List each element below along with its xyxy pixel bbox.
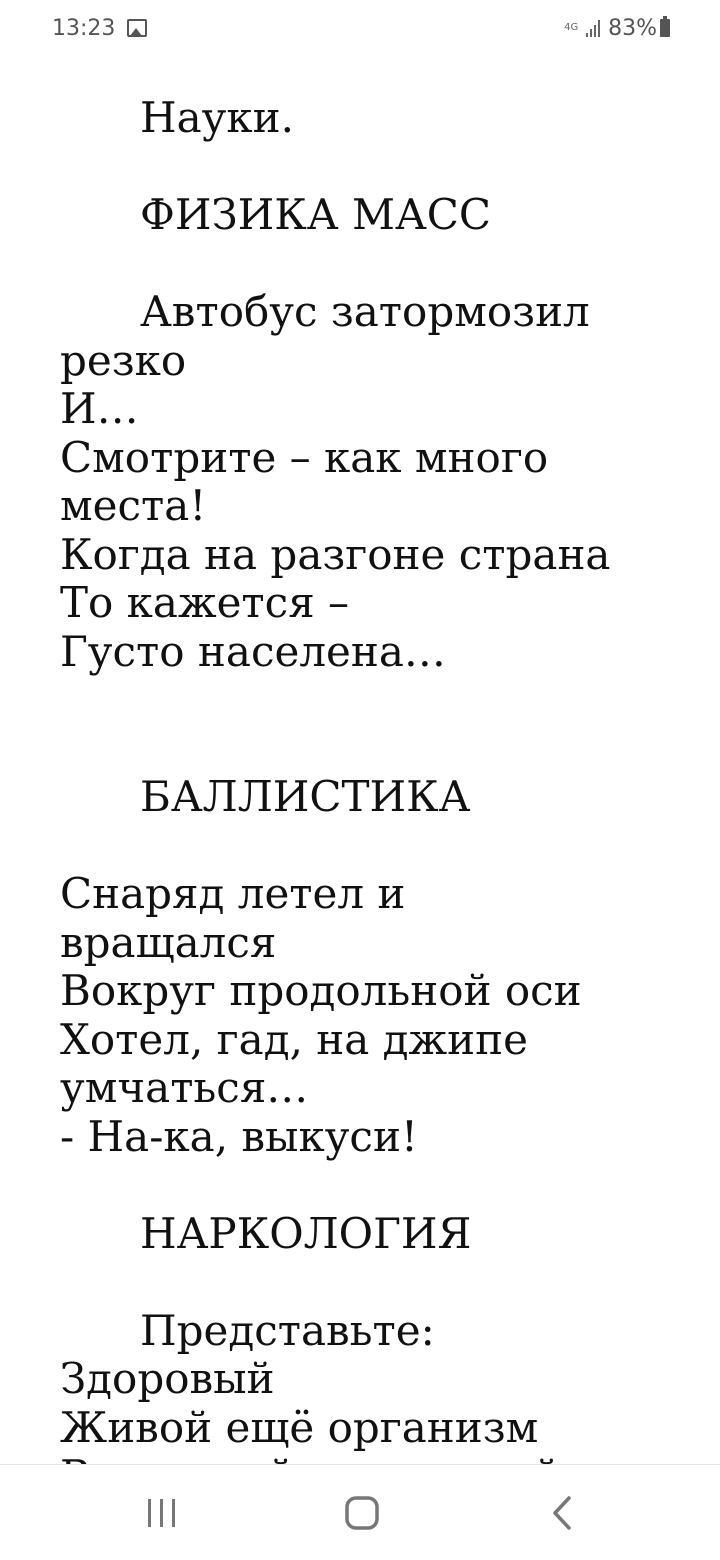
poem-line: Когда на разгоне страна <box>60 529 611 579</box>
poem-line: Смотрите – как много <box>60 432 549 482</box>
poem-line: - На-ка, выкуси! <box>60 1111 418 1161</box>
spacer <box>60 822 680 871</box>
spacer <box>60 143 680 192</box>
poem-line: Хотел, гад, на джипе <box>60 1014 528 1064</box>
poem-line: умчаться… <box>60 1063 309 1112</box>
status-bar <box>0 0 720 56</box>
navigation-bar <box>0 1464 720 1560</box>
poem-line: Автобус затормозил <box>140 287 590 336</box>
poem-line: Снаряд летел и <box>60 869 406 918</box>
network-type-icon: 4G <box>564 22 579 33</box>
poem-line: Живой ещё организм <box>60 1402 539 1452</box>
spacer <box>60 1258 680 1307</box>
poem-line: Густо населена… <box>60 626 446 676</box>
reading-content[interactable] <box>60 94 680 1464</box>
battery-icon <box>660 19 670 37</box>
home-icon <box>344 1495 380 1531</box>
spacer <box>60 1161 680 1210</box>
recent-apps-button[interactable] <box>132 1493 192 1533</box>
intro-line: Науки. <box>140 93 294 142</box>
section-title-physics: ФИЗИКА МАСС <box>140 190 492 239</box>
back-icon <box>549 1495 579 1531</box>
image-notification-icon <box>127 19 147 37</box>
poem-line: вращался <box>60 917 277 967</box>
poem-line: Вокруг продольной оси <box>60 966 582 1015</box>
poem-line: И… <box>60 384 139 433</box>
home-button[interactable] <box>332 1493 392 1533</box>
status-left <box>52 16 147 41</box>
poem-line: Здоровый <box>60 1354 275 1403</box>
recent-apps-icon <box>145 1496 179 1530</box>
battery-percent: 83% <box>608 15 657 41</box>
status-time: 13:23 <box>52 15 116 41</box>
poem-line: То кажется – <box>60 578 350 627</box>
back-button[interactable] <box>534 1493 594 1533</box>
poem-line: места! <box>60 481 207 530</box>
signal-icon <box>584 19 600 37</box>
spacer <box>60 676 680 773</box>
status-right <box>564 16 670 41</box>
section-title-narcology: НАРКОЛОГИЯ <box>140 1208 472 1258</box>
spacer <box>60 240 680 289</box>
poem-line: Представьте: <box>140 1305 435 1355</box>
section-title-ballistics: БАЛЛИСТИКА <box>140 772 471 821</box>
poem-line: резко <box>60 335 187 385</box>
